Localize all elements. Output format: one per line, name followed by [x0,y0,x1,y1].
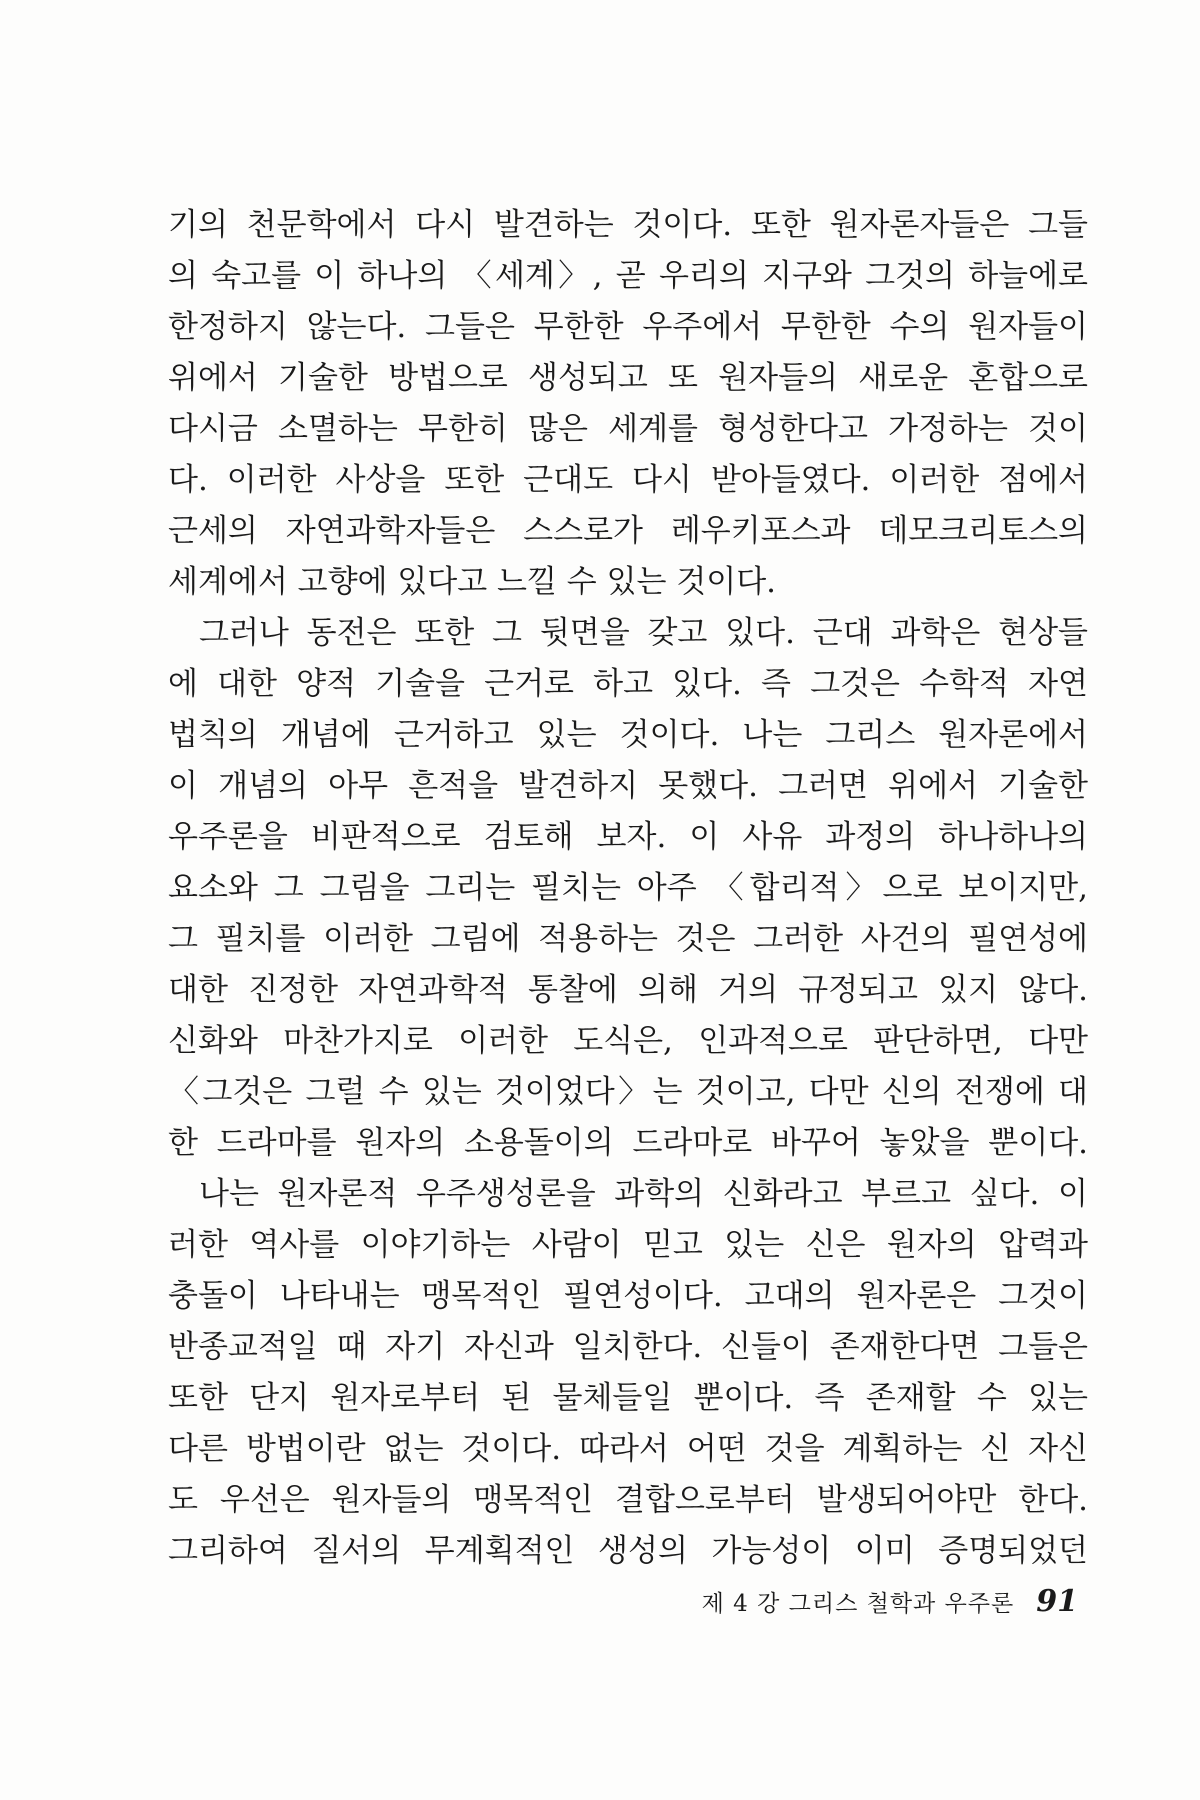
text-line: 그리하여 질서의 무계획적인 생성의 가능성이 이미 증명되었던 [168,1533,1088,1569]
text-line: 그 필치를 이러한 그림에 적용하는 것은 그러한 사건의 필연성에 [168,921,1088,957]
text-line: 다. 이러한 사상을 또한 근대도 다시 받아들였다. 이러한 점에서 [168,462,1088,498]
text-line: 에 대한 양적 기술을 근거로 하고 있다. 즉 그것은 수학적 자연 [168,666,1088,702]
paragraph-first-line: 그러나 동전은 또한 그 뒷면을 갖고 있다. 근대 과학은 현상들 [199,615,1088,651]
text-line: 기의 천문학에서 다시 발견하는 것이다. 또한 원자론자들은 그들 [168,207,1088,243]
text-line: 위에서 기술한 방법으로 생성되고 또 원자들의 새로운 혼합으로 [168,360,1088,396]
text-line: 법칙의 개념에 근거하고 있는 것이다. 나는 그리스 원자론에서 [168,717,1088,753]
text-line: 이 개념의 아무 흔적을 발견하지 못했다. 그러면 위에서 기술한 [168,768,1088,804]
text-line: 대한 진정한 자연과학적 통찰에 의해 거의 규정되고 있지 않다. [168,972,1088,1008]
text-line: 〈그것은 그럴 수 있는 것이었다〉는 것이고, 다만 신의 전쟁에 대 [168,1074,1088,1110]
text-line: 신화와 마찬가지로 이러한 도식은, 인과적으로 판단하면, 다만 [168,1023,1088,1059]
text-line: 다시금 소멸하는 무한히 많은 세계를 형성한다고 가정하는 것이 [168,411,1088,447]
text-line: 러한 역사를 이야기하는 사람이 믿고 있는 신은 원자의 압력과 [168,1227,1088,1263]
text-line: 요소와 그 그림을 그리는 필치는 아주 〈합리적〉으로 보이지만, [168,870,1088,906]
text-line: 한정하지 않는다. 그들은 무한한 우주에서 무한한 수의 원자들이 [168,309,1088,345]
text-line: 반종교적일 때 자기 자신과 일치한다. 신들이 존재한다면 그들은 [168,1329,1088,1365]
page-number: 91 [1036,1584,1078,1619]
text-line: 우주론을 비판적으로 검토해 보자. 이 사유 과정의 하나하나의 [168,819,1088,855]
page-footer [600,1582,1078,1622]
text-line: 다른 방법이란 없는 것이다. 따라서 어떤 것을 계획하는 신 자신 [168,1431,1088,1467]
text-line: 근세의 자연과학자들은 스스로가 레우키포스과 데모크리토스의 [168,513,1088,549]
text-line: 충돌이 나타내는 맹목적인 필연성이다. 고대의 원자론은 그것이 [168,1278,1088,1314]
paragraph-first-line: 나는 원자론적 우주생성론을 과학의 신화라고 부르고 싶다. 이 [199,1176,1088,1212]
text-line: 또한 단지 원자로부터 된 물체들일 뿐이다. 즉 존재할 수 있는 [168,1380,1088,1416]
text-line: 도 우선은 원자들의 맹목적인 결합으로부터 발생되어야만 한다. [168,1482,1088,1518]
running-head: 제 4 강 그리스 철학과 우주론 [701,1591,1015,1617]
body-text [168,200,1088,1577]
text-line: 의 숙고를 이 하나의 〈세계〉, 곧 우리의 지구와 그것의 하늘에로 [168,258,1088,294]
text-line: 세계에서 고향에 있다고 느낄 수 있는 것이다. [168,564,777,600]
text-line: 한 드라마를 원자의 소용돌이의 드라마로 바꾸어 놓았을 뿐이다. [168,1125,1088,1161]
